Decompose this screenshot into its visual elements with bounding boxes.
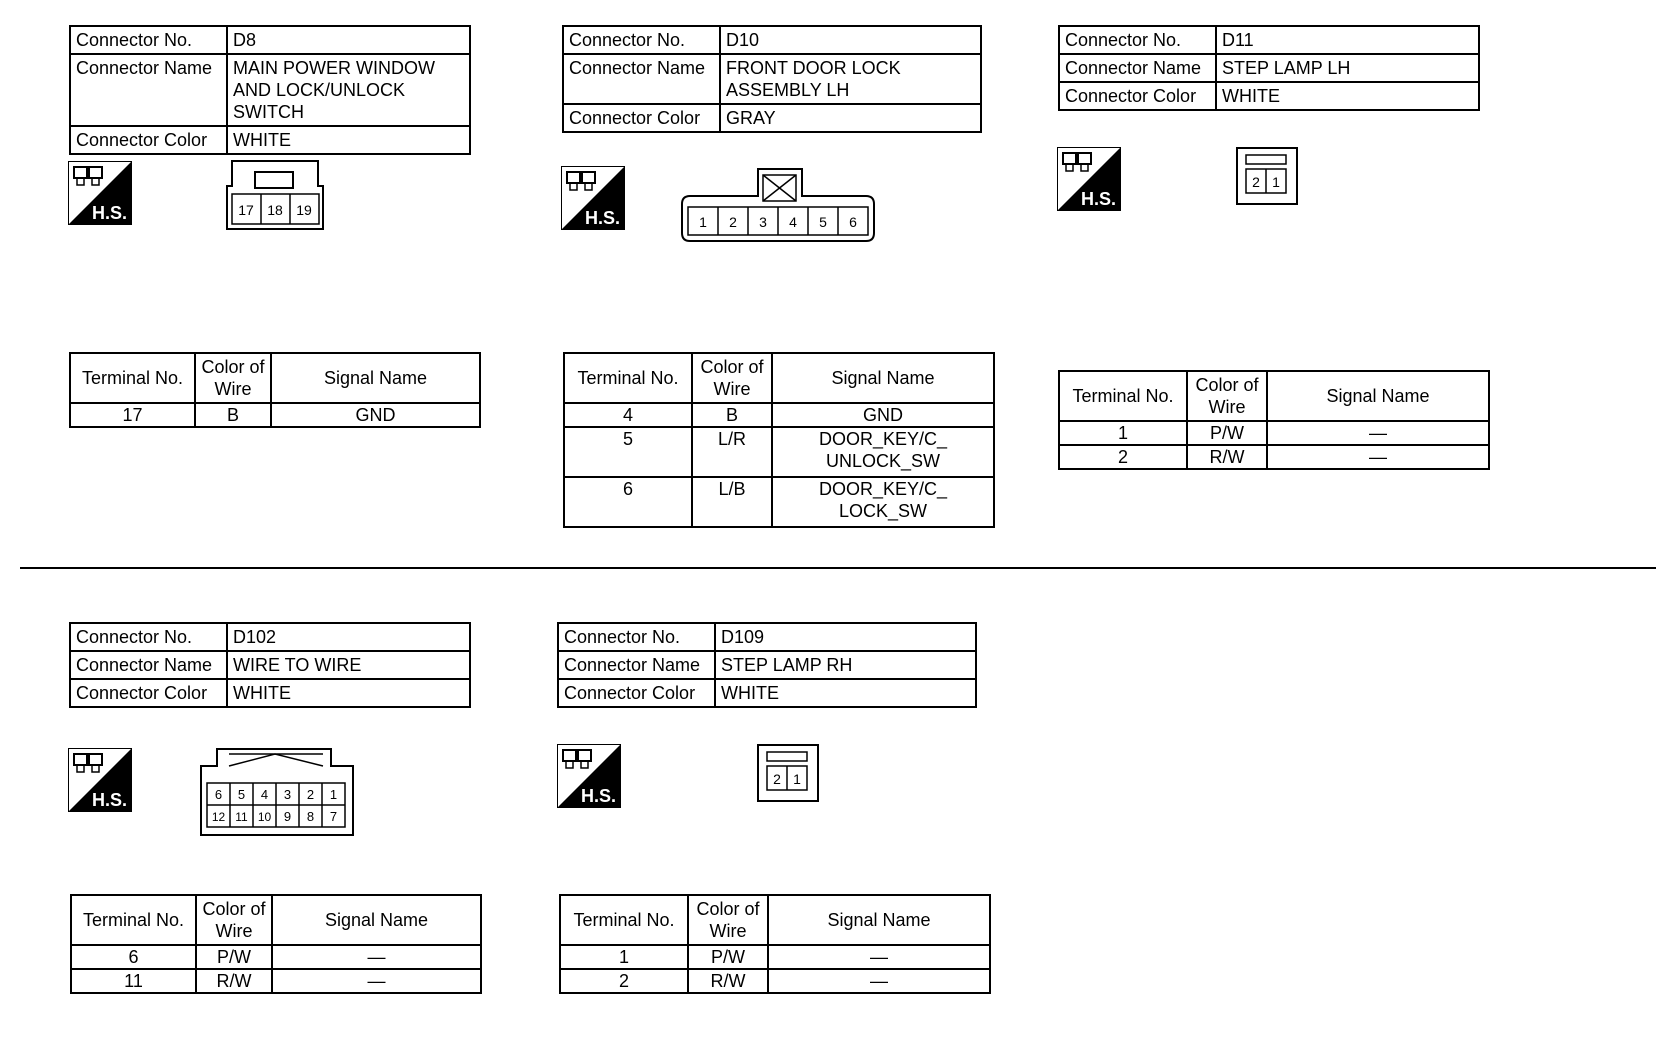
wire-color: B (195, 403, 271, 427)
connector-color-value: WHITE (227, 126, 470, 154)
header-signal-name: Signal Name (1267, 371, 1489, 421)
header-signal-name: Signal Name (772, 353, 994, 403)
terminal-no: 2 (1059, 445, 1187, 469)
table-row (1059, 445, 1489, 469)
wire-color: P/W (688, 945, 768, 969)
svg-text:H.S.: H.S. (585, 208, 621, 228)
header-terminal-no: Terminal No. (70, 353, 195, 403)
terminal-no: 6 (564, 477, 692, 527)
wire-color: L/B (692, 477, 772, 527)
connector-no-value: D11 (1216, 26, 1479, 54)
pin-label: 19 (296, 202, 312, 218)
connector-face-d11 (1236, 147, 1298, 205)
wire-color: R/W (1187, 445, 1267, 469)
terminal-table-d10 (563, 352, 995, 528)
connector-color-value: GRAY (720, 104, 981, 132)
connector-info-d109 (557, 622, 977, 708)
pin-label: 6 (849, 214, 857, 230)
wire-color: R/W (688, 969, 768, 993)
table-row (71, 969, 481, 993)
terminal-table-d109 (559, 894, 991, 994)
connector-no-value: D8 (227, 26, 470, 54)
wire-color: B (692, 403, 772, 427)
header-color-of-wire: Color of Wire (1187, 371, 1267, 421)
terminal-table-d11 (1058, 370, 1490, 470)
connector-info-d102 (69, 622, 471, 708)
terminal-no: 1 (560, 945, 688, 969)
pin-label: 5 (237, 787, 246, 802)
hs-icon (1057, 147, 1121, 211)
header-color-of-wire: Color of Wire (196, 895, 272, 945)
connector-info-d8 (69, 25, 471, 155)
wire-color: R/W (196, 969, 272, 993)
pin-label: 12 (211, 810, 226, 824)
header-terminal-no: Terminal No. (564, 353, 692, 403)
signal-name: — (768, 945, 990, 969)
pin-label: 1 (699, 214, 707, 230)
connector-info-d11 (1058, 25, 1480, 111)
wire-color: P/W (1187, 421, 1267, 445)
pin-label: 4 (260, 787, 269, 802)
label-connector-no: Connector No. (563, 26, 720, 54)
hs-icon (557, 744, 621, 808)
hs-icon (68, 748, 132, 812)
terminal-table-d102 (70, 894, 482, 994)
label-connector-no: Connector No. (70, 26, 227, 54)
pin-label: 2 (1252, 174, 1260, 190)
pin-label: 1 (1272, 174, 1280, 190)
pin-label: 1 (793, 771, 801, 787)
pin-label: 10 (257, 810, 272, 824)
hs-icon (68, 161, 132, 225)
hs-icon (561, 166, 625, 230)
wire-color: P/W (196, 945, 272, 969)
wire-color: L/R (692, 427, 772, 477)
terminal-table-d8 (69, 352, 481, 428)
connector-name-value: FRONT DOOR LOCK ASSEMBLY LH (720, 54, 981, 104)
svg-text:H.S.: H.S. (1081, 189, 1117, 209)
connector-no-value: D109 (715, 623, 976, 651)
header-signal-name: Signal Name (271, 353, 480, 403)
table-row (564, 427, 994, 477)
connector-name-value: STEP LAMP RH (715, 651, 976, 679)
pin-label: 2 (306, 787, 315, 802)
signal-name: — (272, 969, 481, 993)
table-row (560, 969, 990, 993)
pin-label: 5 (819, 214, 827, 230)
pin-label: 6 (214, 787, 223, 802)
connector-face-d109 (757, 744, 819, 802)
table-row (564, 403, 994, 427)
table-row (1059, 421, 1489, 445)
label-connector-color: Connector Color (558, 679, 715, 707)
header-color-of-wire: Color of Wire (195, 353, 271, 403)
pin-label: 2 (729, 214, 737, 230)
pin-label: 17 (238, 202, 254, 218)
label-connector-no: Connector No. (70, 623, 227, 651)
header-terminal-no: Terminal No. (560, 895, 688, 945)
label-connector-name: Connector Name (70, 54, 227, 126)
connector-color-value: WHITE (227, 679, 470, 707)
connector-color-value: WHITE (1216, 82, 1479, 110)
connector-name-value: WIRE TO WIRE (227, 651, 470, 679)
table-row (560, 945, 990, 969)
signal-name: — (272, 945, 481, 969)
terminal-no: 17 (70, 403, 195, 427)
terminal-no: 5 (564, 427, 692, 477)
signal-name: GND (772, 403, 994, 427)
signal-name: DOOR_KEY/C_ UNLOCK_SW (772, 427, 994, 477)
signal-name: — (1267, 421, 1489, 445)
label-connector-color: Connector Color (70, 126, 227, 154)
signal-name: DOOR_KEY/C_ LOCK_SW (772, 477, 994, 527)
connector-color-value: WHITE (715, 679, 976, 707)
pin-label: 18 (267, 202, 283, 218)
pin-label: 7 (329, 809, 338, 824)
connector-info-d10 (562, 25, 982, 133)
header-color-of-wire: Color of Wire (688, 895, 768, 945)
pin-label: 9 (283, 809, 292, 824)
header-terminal-no: Terminal No. (71, 895, 196, 945)
label-connector-name: Connector Name (1059, 54, 1216, 82)
signal-name: — (1267, 445, 1489, 469)
terminal-no: 2 (560, 969, 688, 993)
connector-face-d10 (680, 167, 876, 243)
connector-no-value: D10 (720, 26, 981, 54)
table-row (70, 403, 480, 427)
label-connector-no: Connector No. (1059, 26, 1216, 54)
connector-name-value: STEP LAMP LH (1216, 54, 1479, 82)
svg-text:H.S.: H.S. (92, 790, 128, 810)
header-signal-name: Signal Name (768, 895, 990, 945)
svg-text:H.S.: H.S. (581, 786, 617, 806)
terminal-no: 1 (1059, 421, 1187, 445)
header-color-of-wire: Color of Wire (692, 353, 772, 403)
label-connector-color: Connector Color (70, 679, 227, 707)
label-connector-name: Connector Name (563, 54, 720, 104)
terminal-no: 11 (71, 969, 196, 993)
pin-label: 4 (789, 214, 797, 230)
section-divider (20, 567, 1656, 569)
pin-label: 3 (283, 787, 292, 802)
label-connector-no: Connector No. (558, 623, 715, 651)
connector-no-value: D102 (227, 623, 470, 651)
signal-name: GND (271, 403, 480, 427)
label-connector-color: Connector Color (1059, 82, 1216, 110)
header-terminal-no: Terminal No. (1059, 371, 1187, 421)
connector-name-value: MAIN POWER WINDOW AND LOCK/UNLOCK SWITCH (227, 54, 470, 126)
header-signal-name: Signal Name (272, 895, 481, 945)
pin-label: 2 (773, 771, 781, 787)
label-connector-name: Connector Name (70, 651, 227, 679)
table-row (71, 945, 481, 969)
table-row (564, 477, 994, 527)
connector-face-d8 (225, 160, 325, 230)
signal-name: — (768, 969, 990, 993)
terminal-no: 4 (564, 403, 692, 427)
pin-label: 8 (306, 809, 315, 824)
connector-face-d102 (199, 748, 355, 836)
pin-label: 11 (235, 810, 248, 824)
pin-label: 3 (759, 214, 767, 230)
terminal-no: 6 (71, 945, 196, 969)
label-connector-name: Connector Name (558, 651, 715, 679)
pin-label: 1 (329, 787, 338, 802)
svg-text:H.S.: H.S. (92, 203, 128, 223)
label-connector-color: Connector Color (563, 104, 720, 132)
